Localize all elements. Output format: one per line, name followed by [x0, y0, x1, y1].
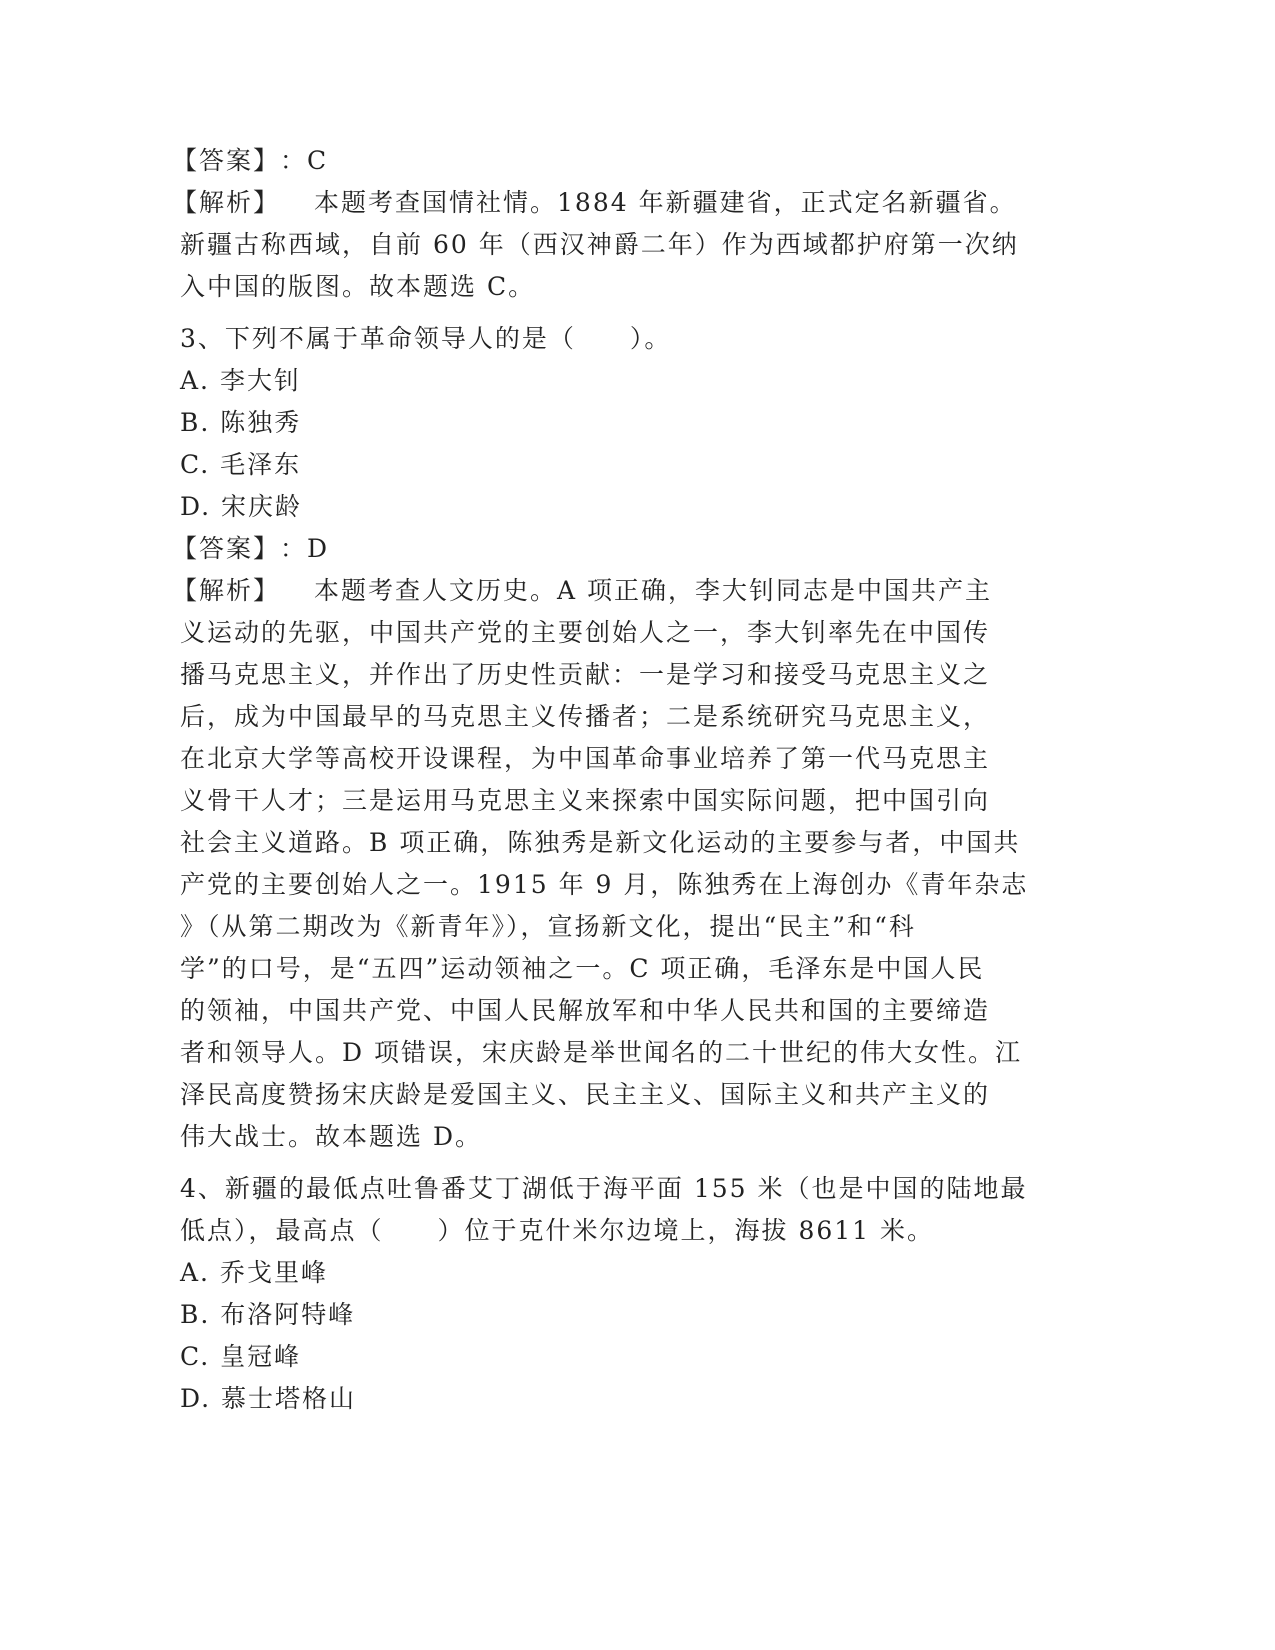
answer-value: ：C: [280, 146, 329, 175]
analysis-text: 本题考查人文历史。A 项正确，李大钊同志是中国共产主: [314, 576, 993, 605]
analysis-line: 伟大战士。故本题选 D。: [180, 1122, 482, 1151]
answer-label: 【答案】: [172, 534, 281, 563]
analysis-line: 》（从第二期改为《新青年》），宣扬新文化，提出“民主”和“科: [180, 912, 916, 941]
analysis-text: 本题考查国情社情。1884 年新疆建省，正式定名新疆省。: [314, 188, 1017, 217]
option-d: D. 宋庆龄: [180, 492, 303, 521]
analysis-line: 在北京大学等高校开设课程，为中国革命事业培养了第一代马克思主: [180, 744, 991, 773]
analysis-label: 【解析】: [172, 576, 281, 605]
option-a: A. 乔戈里峰: [180, 1258, 328, 1287]
answer-value: ：D: [280, 534, 330, 563]
analysis-line: 义运动的先驱，中国共产党的主要创始人之一，李大钊率先在中国传: [180, 618, 991, 647]
answer-line: [172, 528, 1060, 570]
analysis-line: [172, 182, 1060, 224]
analysis-line: 产党的主要创始人之一。1915 年 9 月，陈独秀在上海创办《青年杂志: [180, 870, 1029, 899]
option-b: B. 布洛阿特峰: [180, 1300, 356, 1329]
analysis-line: 义骨干人才；三是运用马克思主义来探索中国实际问题，把中国引向: [180, 786, 991, 815]
option-a: A. 李大钊: [180, 366, 301, 395]
analysis-line: 社会主义道路。B 项正确，陈独秀是新文化运动的主要参与者，中国共: [180, 828, 1021, 857]
analysis-label: 【解析】: [172, 188, 281, 217]
analysis-line: 后，成为中国最早的马克思主义传播者；二是系统研究马克思主义，: [180, 702, 991, 731]
answer-label: 【答案】: [172, 146, 281, 175]
option-c: C. 毛泽东: [180, 450, 302, 479]
analysis-line: 泽民高度赞扬宋庆龄是爱国主义、民主主义、国际主义和共产主义的: [180, 1080, 991, 1109]
analysis-line: 播马克思主义，并作出了历史性贡献：一是学习和接受马克思主义之: [180, 660, 991, 689]
analysis-line: 入中国的版图。故本题选 C。: [180, 272, 536, 301]
analysis-line: 者和领导人。D 项错误，宋庆龄是举世闻名的二十世纪的伟大女性。江: [180, 1038, 1022, 1067]
analysis-line: 新疆古称西域，自前 60 年（西汉神爵二年）作为西域都护府第一次纳: [180, 230, 1019, 259]
option-c: C. 皇冠峰: [180, 1342, 302, 1371]
analysis-line: 学”的口号，是“五四”运动领袖之一。C 项正确，毛泽东是中国人民: [180, 954, 985, 983]
analysis-line: [172, 570, 1060, 612]
question-stem: 3、下列不属于革命领导人的是（ ）。: [180, 324, 672, 353]
answer-line: [172, 140, 1060, 182]
option-b: B. 陈独秀: [180, 408, 302, 437]
option-d: D. 慕士塔格山: [180, 1384, 357, 1413]
document-page: [172, 140, 1060, 1420]
analysis-line: 的领袖，中国共产党、中国人民解放军和中华人民共和国的主要缔造: [180, 996, 991, 1025]
question-stem: 低点），最高点（ ）位于克什米尔边境上，海拔 8611 米。: [180, 1216, 935, 1245]
question-stem: 4、新疆的最低点吐鲁番艾丁湖低于海平面 155 米（也是中国的陆地最: [180, 1174, 1028, 1203]
